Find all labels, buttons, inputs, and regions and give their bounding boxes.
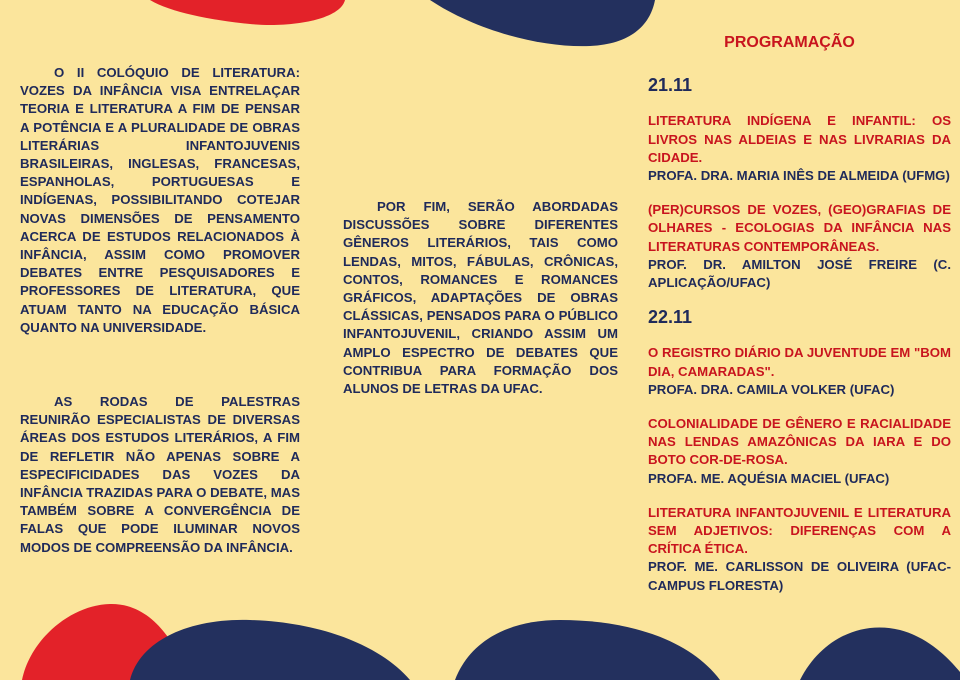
talk-item: [648, 504, 951, 595]
talk-title: COLONIALIDADE DE GÊNERO E RACIALIDADE NAS LENDAS AMAZÔNICAS DA IARA E DO BOTO COR-DE-ROSA.: [648, 416, 951, 468]
talk-speaker: PROF. ME. CARLISSON DE OLIVEIRA (UFAC-CAMPUS FLORESTA): [648, 559, 951, 593]
talk-item: [648, 344, 951, 399]
talk-speaker: PROF. DR. AMILTON JOSÉ FREIRE (C. APLICAÇÃO/UFAC): [648, 256, 951, 291]
talk-item: [648, 415, 951, 488]
talk-speaker: PROFA. DRA. MARIA INÊS DE ALMEIDA (UFMG): [648, 168, 950, 184]
bottom-navy-blob-mid: [455, 620, 720, 680]
talk-item: [648, 112, 951, 185]
top-navy-blob: [430, 0, 655, 46]
genres-paragraph: POR FIM, SERÃO ABORDADAS DISCUSSÕES SOBRE DIFERENTES GÊNEROS LITERÁRIOS, TAIS COMO LENDAS, MITOS, FÁBULAS, CRÔNICAS, CONTOS, ROMANCES E ROMANCES GRÁFICOS, ADAPTAÇÕES DE OBRAS CLÁSSICAS, PENSADOS PARA O PÚBLICO INFANTOJUVENIL, CRIANDO ASSIM UM AMPLO ESPECTRO DE DEBATES QUE CONTRIBUA PARA FORMAÇÃO DOS ALUNOS DE LETRAS DA UFAC.: [343, 199, 618, 397]
intro-paragraph: O II COLÓQUIO DE LITERATURA: VOZES DA INFÂNCIA VISA ENTRELAÇAR TEORIA E LITERATURA A FIM DE PENSAR A POTÊNCIA E A PLURALIDADE DE OBRAS LITERÁRIAS INFANTOJUVENIS BRASILEIRAS, INGLESAS, FRANCESAS, ESPANHOLAS, PORTUGUESAS E INDÍGENAS, POSSIBILITANDO COTEJAR NOVAS DIMENSÕES DE PENSAMENTO ACERCA DE ESTUDOS RELACIONADOS À INFÂNCIA, ASSIM COMO PROMOVER DEBATES ENTRE PESQUISADORES E PROFESSORES DE LITERATURA, QUE ATUAM TANTO NA EDUCAÇÃO BÁSICA QUANTO NA UNIVERSIDADE.: [20, 65, 300, 335]
genres-column: [343, 198, 618, 398]
talk-title: O REGISTRO DIÁRIO DA JUVENTUDE EM "BOM DIA, CAMARADAS".: [648, 345, 951, 379]
talk-title: LITERATURA INDÍGENA E INFANTIL: OS LIVROS NAS ALDEIAS E NAS LIVRARIAS DA CIDADE.: [648, 113, 951, 165]
bottom-navy-blob-right: [800, 627, 960, 680]
day2-date: 22.11: [648, 307, 693, 328]
program-title: PROGRAMAÇÃO: [724, 34, 855, 51]
day1-date: 21.11: [648, 75, 693, 96]
talk-speaker: PROFA. DRA. CAMILA VOLKER (UFAC): [648, 381, 895, 397]
program-column: [648, 34, 951, 611]
bottom-navy-blob-left: [130, 620, 410, 680]
talk-title: LITERATURA INFANTOJUVENIL E LITERATURA SEM ADJETIVOS: DIFERENÇAS COM A CRÍTICA ÉTICA.: [648, 504, 951, 557]
top-red-blob: [150, 0, 345, 25]
talk-speaker: PROFA. ME. AQUÉSIA MACIEL (UFAC): [648, 470, 890, 486]
panels-paragraph: AS RODAS DE PALESTRAS REUNIRÃO ESPECIALISTAS DE DIVERSAS ÁREAS DOS ESTUDOS LITERÁRIOS, A FIM DE REFLETIR NÃO APENAS SOBRE A ESPECIFICIDADES DAS VOZES DA INFÂNCIA TRAZIDAS PARA O DEBATE, MAS TAMBÉM SOBRE A CONVERGÊNCIA DE FALAS QUE PODE ILUMINAR NOVOS MODOS DE COMPREENSÃO DA INFÂNCIA.: [20, 394, 300, 555]
intro-column: [20, 64, 300, 557]
talk-title: (PER)CURSOS DE VOZES, (GEO)GRAFIAS DE OLHARES - ECOLOGIAS DA INFÂNCIA NAS LITERATURAS CONTEMPORÂNEAS.: [648, 202, 951, 254]
talk-item: [648, 201, 951, 292]
